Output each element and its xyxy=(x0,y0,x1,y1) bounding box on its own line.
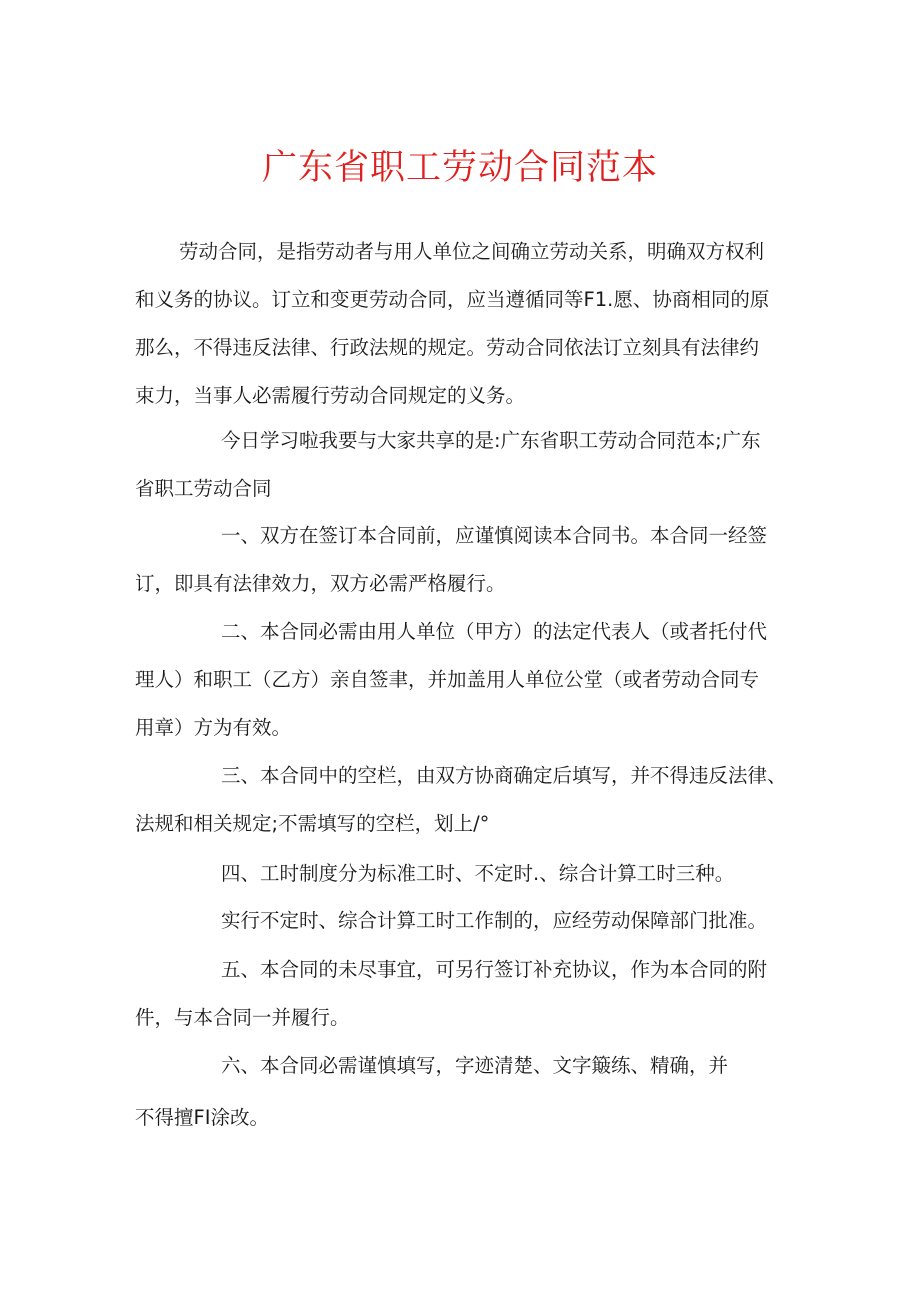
paragraph-intro xyxy=(135,228,800,420)
document-title: 广东省职工劳动合同范本 xyxy=(261,148,658,188)
text-line: 省职工劳动合同 xyxy=(135,477,272,500)
text-line: 理人）和职工（乙方）亲自签聿，并加盖用人单位公堂（或者劳动合同专 xyxy=(135,668,760,691)
text-line: 订，即具有法律效力，双方必需严格履行。 xyxy=(135,572,506,595)
clause-5 xyxy=(135,946,800,1042)
text-line: 件，与本合同一并履行。 xyxy=(135,1006,350,1029)
text-line: 那么，不得违反法律、行政法规的规定。劳动合同依法订立刻具有法律约 xyxy=(135,336,760,359)
text-line: 和义务的协议。订立和变更劳动合同，应当遵循同等F1.愿、协商相同的原 xyxy=(135,288,770,311)
text-line: 六、本合同必需谨慎填写，字迹清楚、文字簸练、精确，并 xyxy=(221,1054,729,1077)
clause-1 xyxy=(135,512,800,608)
clause-6 xyxy=(135,1042,800,1142)
text-line: 劳动合同，是指劳动者与用人单位之间确立劳动关系，明确双方权利 xyxy=(179,240,765,263)
text-line: 二、本合同必需由用人单位（甲方）的法定代表人（或者托付代 xyxy=(221,620,768,643)
clause-4-note xyxy=(135,897,800,945)
text-line: 今日学习啦我要与大家共享的是:广东省职工劳动合同范本;广东 xyxy=(221,429,761,452)
clause-2 xyxy=(135,608,800,752)
text-line: 实行不定时、综合计算工时工作制的，应经劳动保障部门批准。 xyxy=(221,909,768,932)
clause-3 xyxy=(135,752,800,848)
text-line: 四、工时制度分为标准工时、不定时.、综合计算工时三种。 xyxy=(221,862,735,885)
text-line: 束力，当事人必需履行劳动合同规定的义务。 xyxy=(135,384,526,407)
text-line: 五、本合同的未尽事宜，可另行签订补充协议，作为本合同的附 xyxy=(221,958,768,981)
text-line: 用章）方为有效。 xyxy=(135,716,292,739)
text-line: 不得擅FI涂改。 xyxy=(135,1106,269,1129)
text-line: 法规和相关规定;不需填写的空栏，划上/° xyxy=(135,812,490,835)
text-line: 三、本合同中的空栏，由双方协商确定后填写，并不得违反法律、 xyxy=(221,764,787,787)
clause-4 xyxy=(135,850,800,898)
paragraph-share xyxy=(135,417,800,513)
text-line: 一、双方在签订本合同前，应谨慎阅读本合同书。本合同一经签 xyxy=(221,524,768,547)
